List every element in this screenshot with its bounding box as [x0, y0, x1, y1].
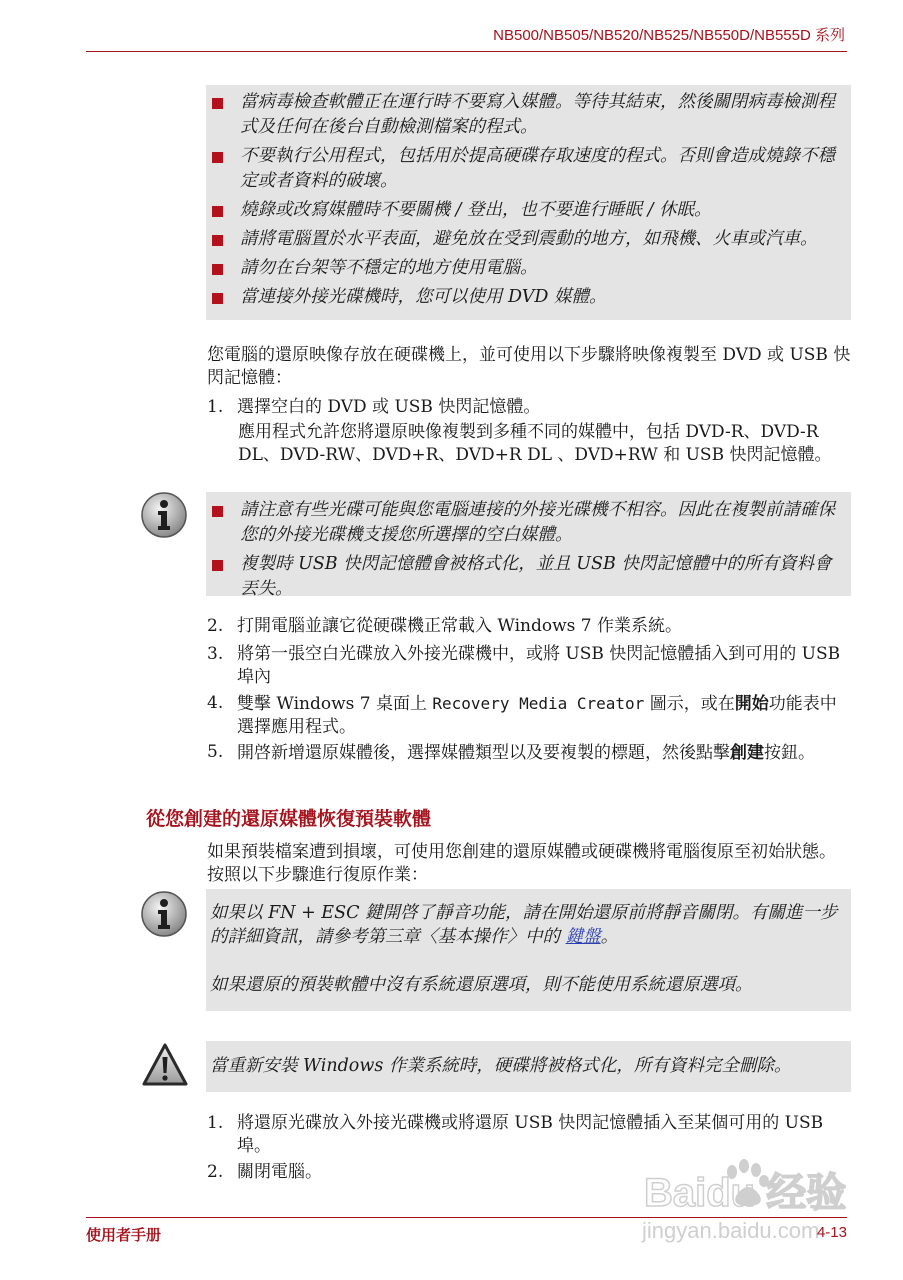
- note-item: 複製時 USB 快閃記憶體會被格式化，並且 USB 快閃記憶體中的所有資料會丟失。: [206, 552, 851, 602]
- watermark-text: Baidu 经验: [644, 1171, 847, 1215]
- caution-item: 請將電腦置於水平表面，避免放在受到震動的地方，如飛機、火車或汽車。: [206, 227, 851, 252]
- system-restore-note: 如果還原的預裝軟體中沒有系統還原選項，則不能使用系統還原選項。: [210, 975, 753, 995]
- step-text: 關閉電腦。: [237, 1162, 322, 1182]
- step-number: 5.: [207, 742, 224, 762]
- step-2: [207, 615, 852, 638]
- footer-rule: [86, 1217, 847, 1218]
- info-icon: [140, 890, 188, 938]
- step-text: 將還原光碟放入外接光碟機或將還原 USB 快閃記憶體插入至某個可用的 USB 埠。: [237, 1113, 824, 1156]
- caution-list-box: [206, 85, 851, 320]
- caution-item: 當連接外接光碟機時，您可以使用 DVD 媒體。: [206, 285, 851, 310]
- step-number: 1.: [207, 1113, 224, 1133]
- step-number: 4.: [207, 693, 224, 713]
- step-text-post: 功能表中選擇應用程式。: [237, 694, 837, 737]
- section-intro: 如果預裝檔案遭到損壞，可使用您創建的還原媒體或硬碟機將電腦復原至初始狀態。按照以下步驟進行復原作業：: [207, 842, 836, 885]
- watermark-url: jingyan.baidu.com: [642, 1218, 820, 1243]
- intro-paragraph: 您電腦的還原映像存放在硬碟機上，並可使用以下步驟將映像複製至 DVD 或 USB 快閃記憶體：: [207, 345, 851, 388]
- footer-manual-title: 使用者手册: [86, 1227, 162, 1244]
- running-header: NB500/NB505/NB520/NB525/NB550D/NB555D 系列: [493, 27, 845, 44]
- step-text-post: 按鈕。: [764, 743, 815, 763]
- caution-item: 燒錄或改寫媒體時不要關機 / 登出，也不要進行睡眠 / 休眠。: [206, 198, 851, 223]
- step-text-pre: 雙擊 Windows 7 桌面上: [237, 694, 433, 714]
- info-note-box-2: [206, 889, 851, 1011]
- step-number: 2.: [207, 1162, 224, 1182]
- step-text: 選擇空白的 DVD 或 USB 快閃記憶體。: [237, 397, 541, 417]
- mute-note: [210, 901, 847, 949]
- caution-item: 請勿在台架等不穩定的地方使用電腦。: [206, 256, 851, 281]
- step-5: [207, 741, 852, 765]
- step-number: 2.: [207, 616, 224, 636]
- create-keyword: 創建: [730, 743, 764, 762]
- step-text: 將第一張空白光碟放入外接光碟機中，或將 USB 快閃記憶體插入到可用的 USB 埠內: [237, 644, 841, 687]
- info-icon: [140, 491, 188, 539]
- step-number: 3.: [207, 644, 224, 664]
- app-name: Recovery Media Creator: [432, 694, 645, 713]
- section-heading: 從您創建的還原媒體恢復預裝軟體: [146, 809, 432, 830]
- step-4: [207, 692, 852, 739]
- step-number: 1.: [207, 397, 224, 417]
- header-rule: [86, 51, 847, 52]
- step-1-detail: 應用程式允許您將還原映像複製到多種不同的媒體中，包括 DVD-R、DVD-R DL、DVD-RW、DVD+R、DVD+R DL 、DVD+RW 和 USB 快閃記憶體。: [238, 422, 832, 465]
- note-item: 請注意有些光碟可能與您電腦連接的外接光碟機不相容。因此在複製前請確保您的外接光碟機支援您所選擇的空白媒體。: [206, 498, 851, 548]
- keyboard-link[interactable]: 鍵盤: [565, 927, 601, 947]
- page-number: 4-13: [816, 1224, 847, 1241]
- step-3: [207, 643, 852, 689]
- start-keyword: 開始: [734, 694, 769, 713]
- step-1: [207, 396, 852, 419]
- step-text-pre: 開啓新增還原媒體後，選擇媒體類型以及要複製的標題，然後點擊: [237, 743, 730, 763]
- mute-note-end: 。: [600, 927, 619, 947]
- step-text: 打開電腦並讓它從硬碟機正常載入 Windows 7 作業系統。: [237, 616, 682, 636]
- step-text-mid: 圖示，或在: [644, 694, 735, 714]
- info-note-box: [206, 492, 851, 599]
- warning-box: [206, 1041, 851, 1092]
- caution-item: 當病毒檢查軟體正在運行時不要寫入媒體。等待其結束，然後關閉病毒檢測程式及任何在後台自動檢測檔案的程式。: [206, 90, 851, 140]
- warning-text: 當重新安裝 Windows 作業系統時，硬碟將被格式化，所有資料完全刪除。: [210, 1056, 792, 1076]
- warning-icon: [141, 1042, 189, 1088]
- caution-item: 不要執行公用程式，包括用於提高硬碟存取速度的程式。否則會造成燒錄不穩定或者資料的破壞。: [206, 144, 851, 194]
- mute-note-text: 如果以 FN + ESC 鍵開啓了靜音功能，請在開始還原前將靜音關閉。有關進一步的詳細資訊，請參考第三章〈基本操作〉中的: [210, 903, 838, 947]
